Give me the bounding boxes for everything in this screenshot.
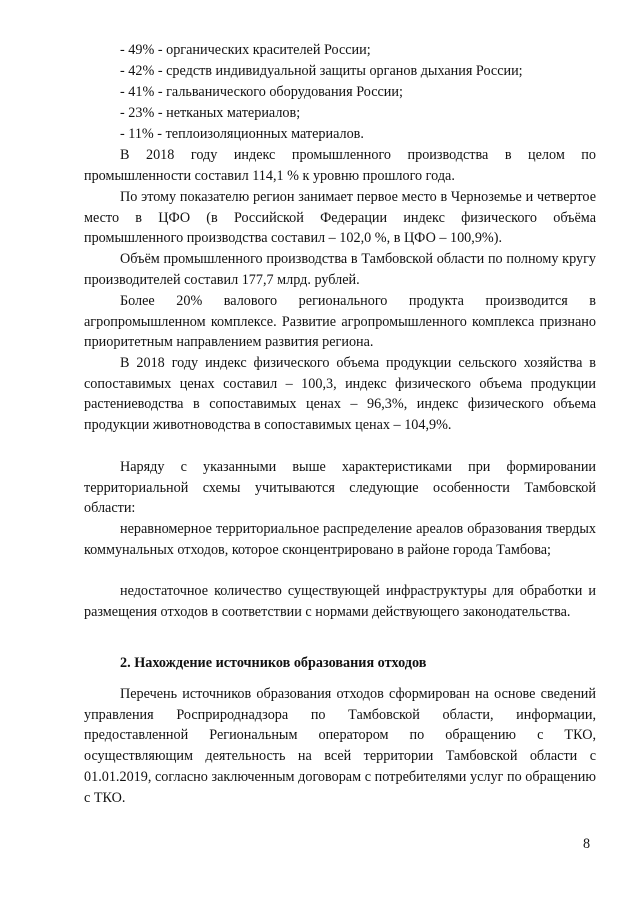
page-number: 8 [583,836,591,852]
list-item: - 41% - гальванического оборудования России; [120,84,403,100]
paragraph: Перечень источников образования отходов сформирован на основе сведений управления Росприроднадзора по Тамбовской области, информации, предоставленной Региональным оператором по обращению с ТКО, осуществляющим деятельность на всей территории Тамбовской области с 01.01.2019, согласно заключенным договорам с потребителями услуг по обращению с ТКО. [84,686,596,806]
paragraph: В 2018 году индекс промышленного производства в целом по промышленности составил 114,1 % к уровню прошлого года. [84,147,596,184]
list-item: - 42% - средств индивидуальной защиты органов дыхания России; [120,63,523,79]
paragraph: Объём промышленного производства в Тамбовской области по полному кругу производителей составил 177,7 млрд. рублей. [84,251,596,288]
list-item: - 11% - теплоизоляционных материалов. [120,126,364,142]
paragraph: По этому показателю регион занимает первое место в Черноземье и четвертое место в ЦФО (в Российской Федерации индекс физического объёма промышленного производства составил – 102,0 %, в ЦФО – 100,9%). [84,189,596,247]
paragraph: недостаточное количество существующей инфраструктуры для обработки и размещения отходов в соответствии с нормами действующего законодательства. [84,583,596,620]
paragraph: неравномерное территориальное распределение ареалов образования твердых коммунальных отходов, которое сконцентрировано в районе города Тамбова; [84,521,596,558]
section-heading: 2. Нахождение источников образования отходов [120,655,427,671]
paragraph: Более 20% валового регионального продукта производится в агропромышленном комплексе. Развитие агропромышленного комплекса признано приоритетным направлением развития региона. [84,293,596,351]
paragraph: Наряду с указанными выше характеристиками при формировании территориальной схемы учитываются следующие особенности Тамбовской области: [84,459,596,517]
paragraph: В 2018 году индекс физического объема продукции сельского хозяйства в сопоставимых ценах составил – 100,3, индекс физического объема продукции растениеводства в сопоставимых ценах – 96,3%, индекс физического объема продукции животноводства в сопоставимых ценах – 104,9%. [84,355,596,434]
list-item: - 23% - нетканых материалов; [120,105,301,121]
list-item: - 49% - органических красителей России; [120,42,371,58]
